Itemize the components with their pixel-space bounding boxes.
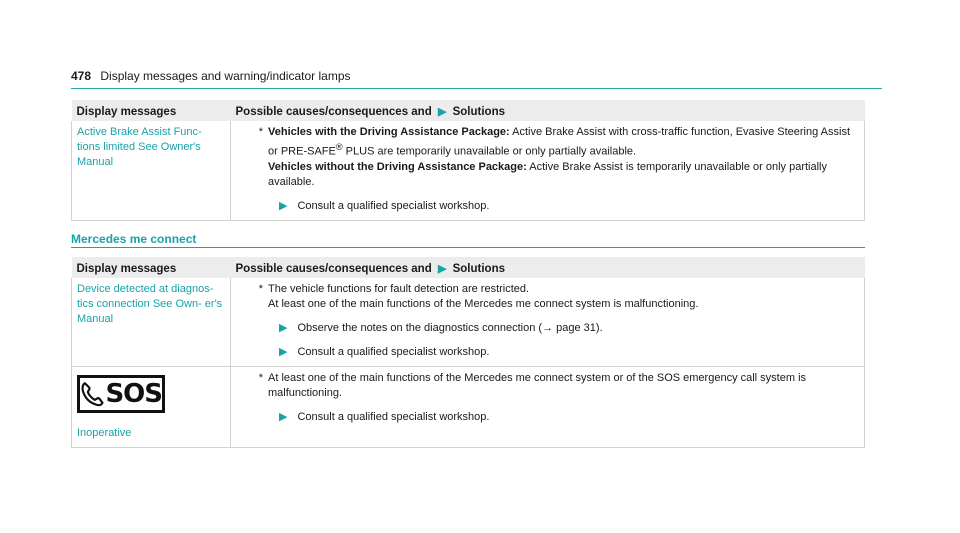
page-number: 478 <box>71 69 92 83</box>
display-message-sos <box>72 367 231 448</box>
cause-text <box>268 125 859 190</box>
table-header-row <box>72 257 865 278</box>
table-header-row <box>72 100 865 121</box>
solution-action <box>279 410 859 425</box>
solution-arrow-icon: ▶ <box>437 106 447 118</box>
action-arrow-icon: ▶ <box>279 322 288 334</box>
me-connect-table <box>71 257 865 448</box>
cause-bold-label-2: Vehicles without the Driving Assistance Package: <box>268 160 527 173</box>
action-arrow-icon: ▶ <box>279 346 288 358</box>
action-arrow-icon: ▶ <box>279 411 288 423</box>
action-arrow-icon: ▶ <box>279 199 288 212</box>
solution-action <box>279 345 859 360</box>
page-header <box>71 69 351 83</box>
causes-cell <box>231 278 865 367</box>
col-header-causes-text: Possible causes/consequences and <box>235 263 432 275</box>
causes-cell <box>231 121 865 220</box>
section-title: Mercedes me connect <box>71 232 197 246</box>
header-rule <box>71 88 882 89</box>
cause-text: At least one of the main functions of the Mercedes me connect system or of the SOS emergency call system is malfunctioning. <box>268 372 807 399</box>
action-text <box>297 321 602 336</box>
cause-text-1: Active Brake Assist with cross-traffic function, Evasive Steering Assist or PRE-SAFE <box>268 126 851 158</box>
section-rule <box>71 247 865 248</box>
col-header-causes <box>231 257 865 278</box>
action-text-1: Observe the notes on the diagnostics connection ( <box>297 322 543 334</box>
cause-text-1: The vehicle functions for fault detection are restricted. <box>268 283 530 295</box>
col-header-solutions-text: Solutions <box>452 106 505 118</box>
cause-text <box>268 282 859 312</box>
col-header-display-messages: Display messages <box>72 100 231 121</box>
causes-cell <box>231 367 865 448</box>
display-message-brake-assist: Active Brake Assist Func- tions limited See Owner's Manual <box>72 121 231 220</box>
cause-paragraph <box>251 125 859 190</box>
solution-arrow-icon: ▶ <box>437 263 447 275</box>
page-reference[interactable]: page 31). <box>556 322 603 334</box>
table-row <box>72 367 865 448</box>
table-row <box>72 278 865 367</box>
col-header-causes <box>231 100 865 121</box>
bullet-star: * <box>258 126 263 138</box>
action-text: Consult a qualified specialist workshop. <box>297 199 490 212</box>
page-ref-arrow-icon: → <box>542 322 557 334</box>
action-text: Consult a qualified specialist workshop. <box>297 411 490 423</box>
sos-status-label: Inoperative <box>77 427 132 439</box>
action-text: Consult a qualified specialist workshop. <box>297 346 490 358</box>
table-row <box>72 121 865 220</box>
col-header-solutions-text: Solutions <box>452 263 505 275</box>
display-message-diagnostics: Device detected at diagnos- tics connection See Own- er's Manual <box>72 278 231 367</box>
col-header-display-messages: Display messages <box>72 257 231 278</box>
solution-action <box>279 321 859 336</box>
bullet-star: * <box>258 372 263 384</box>
cause-paragraph <box>251 371 859 401</box>
phone-icon <box>80 380 105 408</box>
registered-mark: ® <box>335 142 343 152</box>
cause-text-2: At least one of the main functions of the Mercedes me connect system is malfunctioning. <box>268 298 699 310</box>
cause-paragraph <box>251 282 859 312</box>
solution-action <box>279 199 859 214</box>
cause-text-2: PLUS are temporarily unavailable or only partially available. <box>342 145 637 158</box>
cause-bold-label: Vehicles with the Driving Assistance Package: <box>268 126 510 138</box>
sos-text: SOS <box>105 378 162 409</box>
brake-assist-table <box>71 100 865 221</box>
col-header-causes-text: Possible causes/consequences and <box>235 106 432 118</box>
cause-text-3: Active Brake Assist is temporarily unavailable or only partially available. <box>268 160 827 188</box>
bullet-star: * <box>258 283 263 295</box>
page-header-title: Display messages and warning/indicator lamps <box>100 69 351 83</box>
sos-icon <box>77 375 165 413</box>
